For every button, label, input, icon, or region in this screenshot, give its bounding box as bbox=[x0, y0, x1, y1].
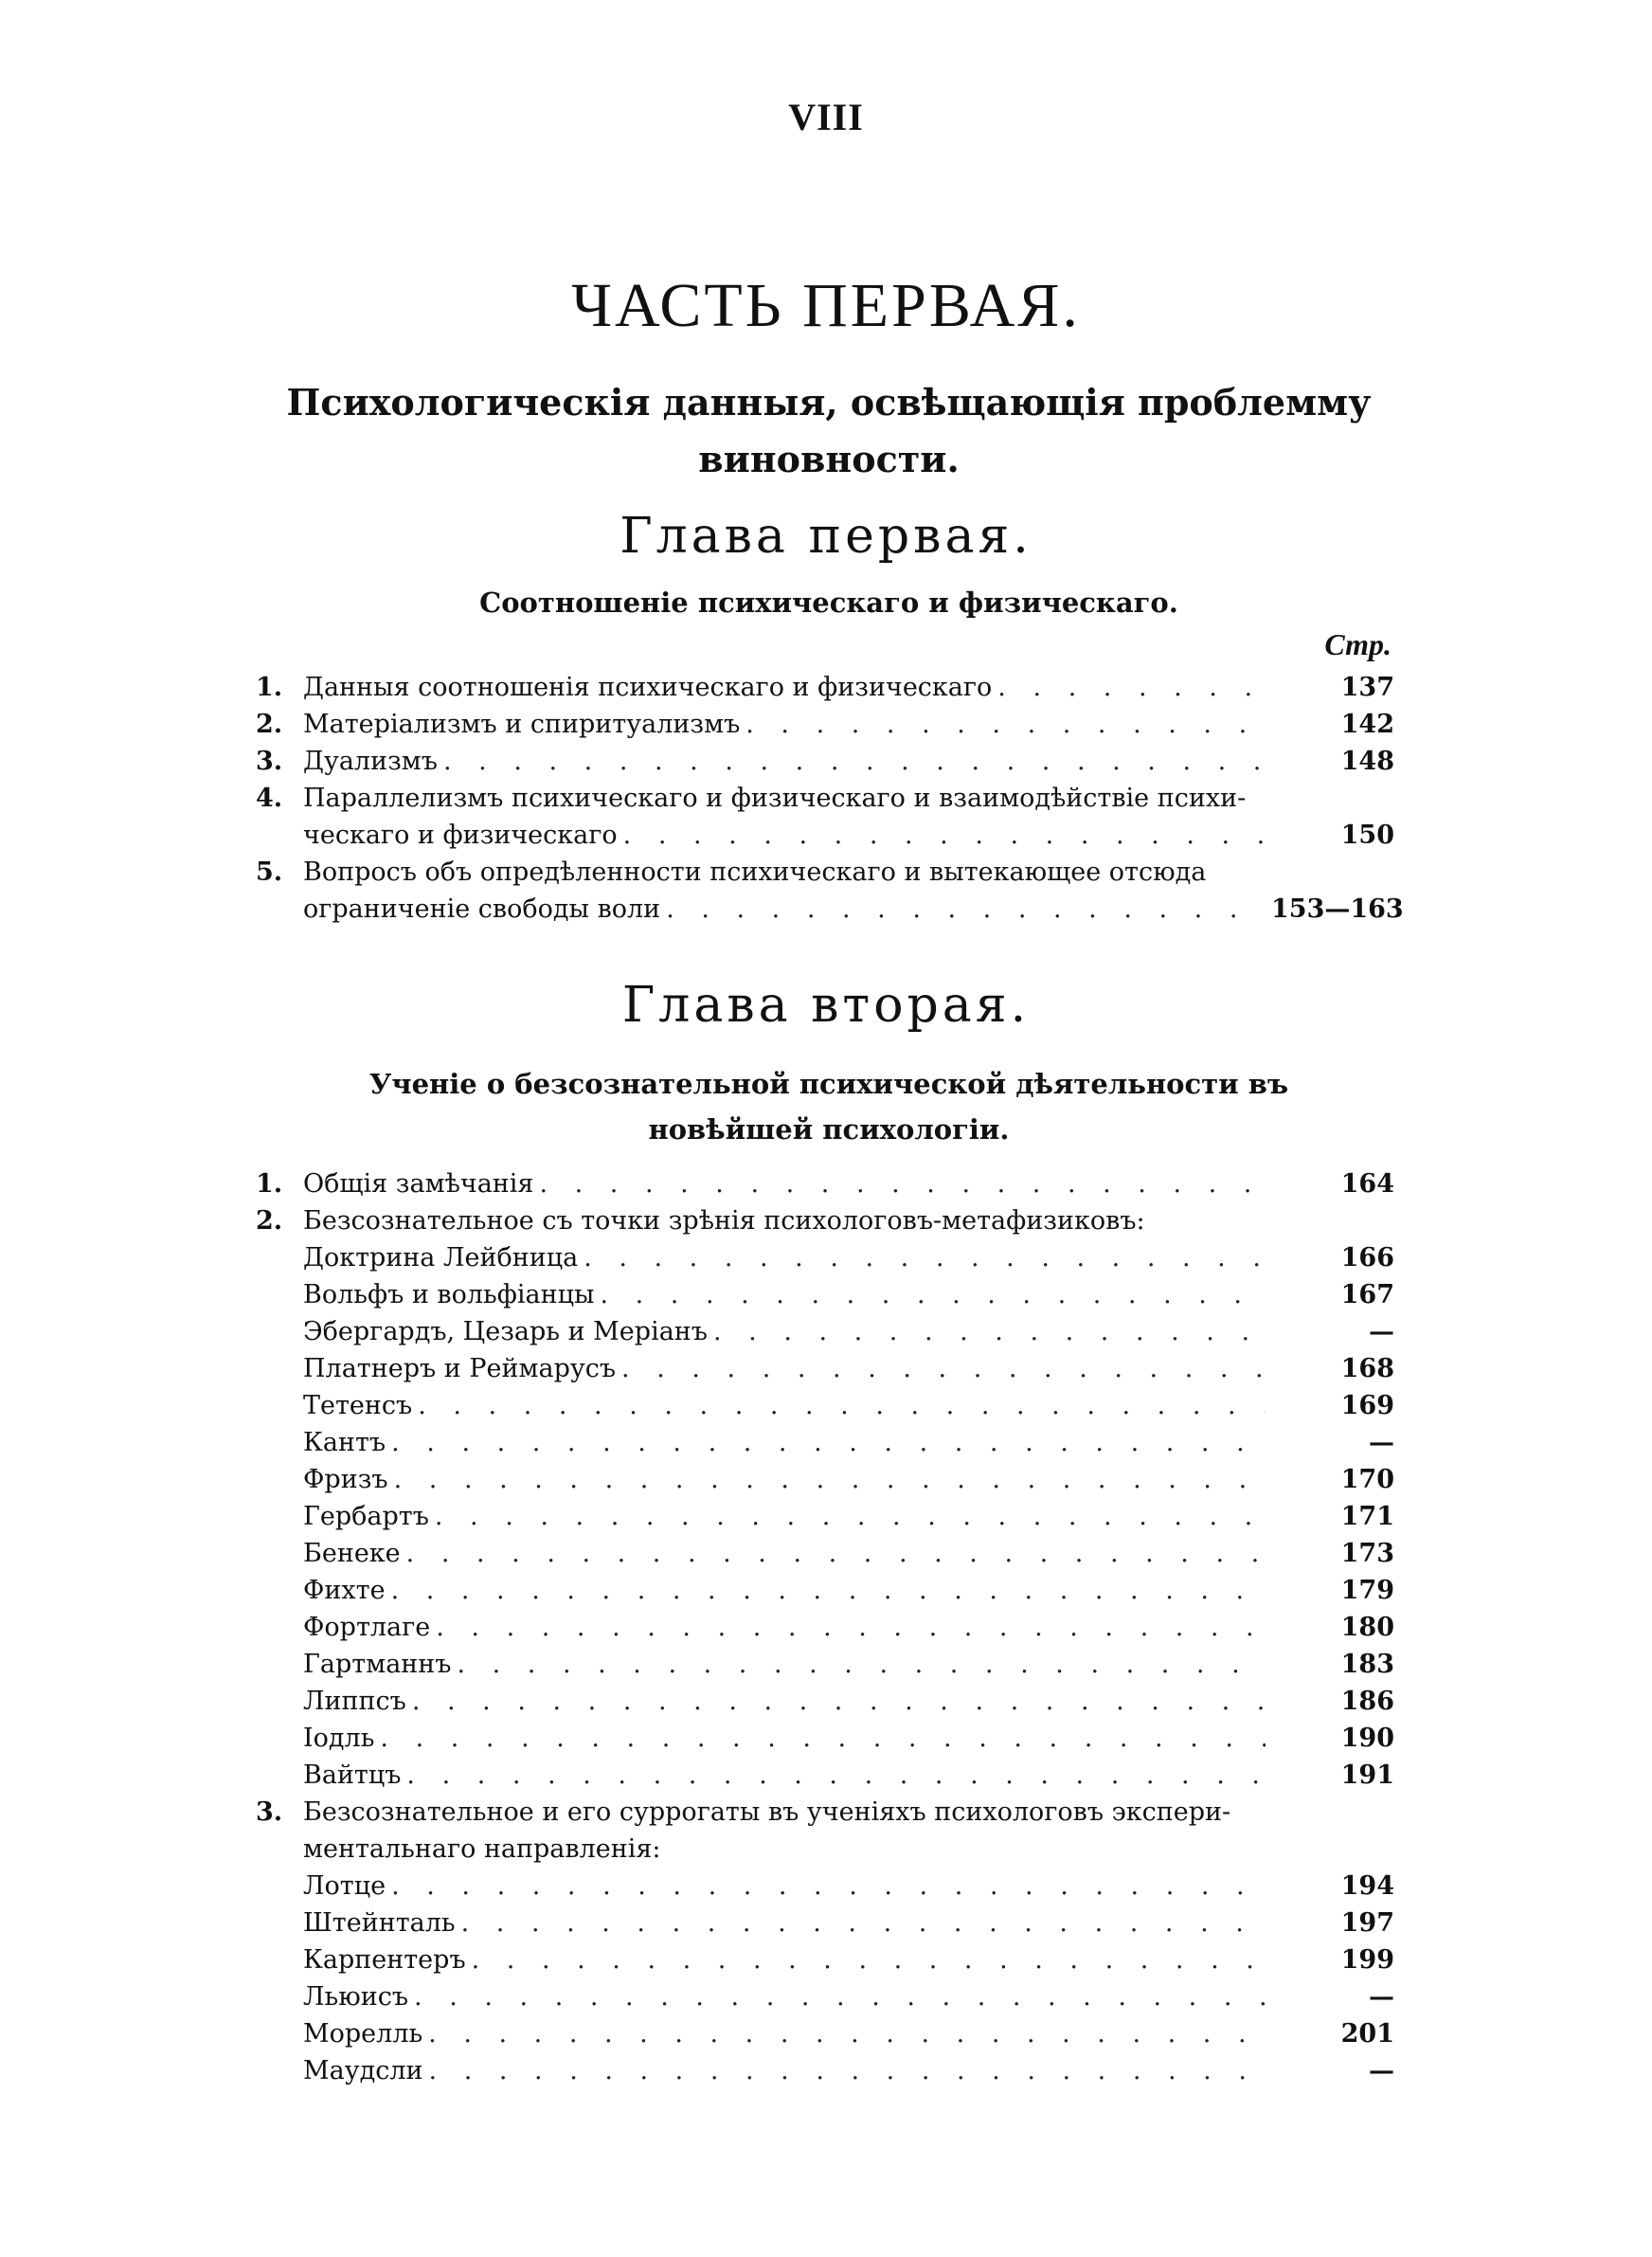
toc-entry bbox=[256, 1424, 1394, 1461]
toc-entry-title: Липпсъ bbox=[303, 1687, 406, 1716]
toc-entry bbox=[256, 1239, 1394, 1276]
toc-entry-page: 191 bbox=[1340, 1760, 1394, 1790]
toc-entry bbox=[256, 669, 1394, 706]
page-column-label: Стр. bbox=[1324, 627, 1392, 661]
dot-leader bbox=[406, 1757, 1266, 1794]
toc-entry bbox=[256, 1165, 1394, 1202]
toc-entry-number: 3. bbox=[256, 747, 283, 776]
chapter-1-toc bbox=[256, 669, 1404, 928]
dot-leader bbox=[443, 743, 1266, 780]
toc-entry-page: 169 bbox=[1340, 1391, 1394, 1420]
toc-entry bbox=[256, 1461, 1394, 1498]
toc-entry bbox=[256, 1683, 1394, 1720]
chapter-2-toc bbox=[256, 1165, 1394, 2089]
toc-entry bbox=[256, 1609, 1394, 1646]
chapter-2-title: Глава вторая. bbox=[621, 977, 1031, 1034]
dot-leader bbox=[539, 1165, 1266, 1202]
toc-entry-number: 1. bbox=[256, 673, 283, 702]
toc-entry-title: Гартманнъ bbox=[303, 1650, 452, 1679]
toc-entry-title: Платнеръ и Реймарусъ bbox=[303, 1354, 617, 1383]
page-number: VIII bbox=[788, 96, 864, 138]
toc-entry-title: Фихте bbox=[303, 1576, 386, 1605]
toc-entry bbox=[256, 1831, 1394, 1868]
toc-entry bbox=[256, 1941, 1394, 1978]
toc-entry-page: 164 bbox=[1340, 1169, 1394, 1199]
dot-leader bbox=[406, 1535, 1266, 1572]
toc-entry-title: Фортлаге bbox=[303, 1613, 431, 1642]
toc-entry-page: 183 bbox=[1340, 1650, 1394, 1679]
toc-entry-title: Бенеке bbox=[303, 1539, 401, 1568]
toc-entry-page: 148 bbox=[1340, 747, 1394, 776]
toc-entry-title: Доктрина Лейбница bbox=[303, 1243, 579, 1273]
toc-entry bbox=[256, 1387, 1394, 1424]
dot-leader bbox=[414, 1978, 1266, 2015]
dot-leader bbox=[429, 2052, 1266, 2089]
toc-entry bbox=[256, 1572, 1394, 1609]
dot-leader bbox=[391, 1868, 1266, 1905]
dot-leader bbox=[461, 1905, 1266, 1941]
toc-entry-page: 142 bbox=[1340, 710, 1394, 739]
toc-entry-title: Лотце bbox=[303, 1871, 386, 1901]
toc-entry bbox=[256, 2052, 1394, 2089]
toc-entry bbox=[256, 780, 1394, 817]
toc-entry-title: Іодль bbox=[303, 1724, 375, 1753]
toc-entry-title-line-1: Параллелизмъ психическаго и физическаго и взаимодѣйствіе психи- bbox=[303, 784, 1247, 813]
toc-entry-page: 137 bbox=[1340, 673, 1394, 702]
toc-entry bbox=[256, 743, 1394, 780]
dot-leader bbox=[472, 1941, 1266, 1978]
toc-entry-page: 170 bbox=[1340, 1465, 1394, 1494]
toc-entry-title: Льюисъ bbox=[303, 1982, 409, 2012]
toc-entry-page: — bbox=[1369, 1317, 1394, 1346]
dot-leader bbox=[745, 706, 1266, 743]
toc-entry-title: Общія замѣчанія bbox=[303, 1169, 534, 1199]
toc-entry bbox=[256, 1535, 1394, 1572]
dot-leader bbox=[457, 1646, 1266, 1683]
toc-entry bbox=[256, 1276, 1394, 1313]
toc-entry-page: 197 bbox=[1340, 1908, 1394, 1938]
toc-entry bbox=[256, 854, 1394, 891]
toc-entry-title: ментальнаго направленія: bbox=[303, 1834, 661, 1864]
toc-entry-title: Безсознательное и его суррогаты въ ученіяхъ психологовъ экспери- bbox=[303, 1797, 1231, 1827]
toc-entry bbox=[256, 1868, 1394, 1905]
toc-entry-page: — bbox=[1369, 1982, 1394, 2012]
toc-entry bbox=[256, 706, 1394, 743]
toc-entry-number: 2. bbox=[256, 710, 283, 739]
toc-entry-title: Тетенсъ bbox=[303, 1391, 413, 1420]
toc-entry-number: 1. bbox=[256, 1169, 283, 1199]
toc-entry-title: Гербартъ bbox=[303, 1502, 429, 1531]
toc-entry-number: 3. bbox=[256, 1797, 283, 1827]
toc-entry-title-line-2: ограниченіе свободы воли bbox=[303, 894, 661, 924]
dot-leader bbox=[621, 1350, 1266, 1387]
toc-entry bbox=[256, 1978, 1394, 2015]
toc-entry-page: — bbox=[1369, 2056, 1394, 2085]
toc-entry-title-line-2: ческаго и физическаго bbox=[303, 821, 618, 850]
toc-entry-page: 194 bbox=[1340, 1871, 1394, 1901]
dot-leader bbox=[584, 1239, 1266, 1276]
toc-entry-page: 190 bbox=[1340, 1724, 1394, 1753]
toc-entry-continuation bbox=[256, 891, 1404, 928]
toc-entry-page: 180 bbox=[1340, 1613, 1394, 1642]
dot-leader bbox=[380, 1720, 1266, 1757]
toc-entry-title: Данныя соотношенія психическаго и физическаго bbox=[303, 673, 993, 702]
toc-entry-title-line-1: Вопросъ объ опредѣленности психическаго и вытекающее отсюда bbox=[303, 858, 1207, 887]
toc-entry bbox=[256, 1202, 1394, 1239]
toc-entry-title: Фризъ bbox=[303, 1465, 388, 1494]
toc-entry-page: 168 bbox=[1340, 1354, 1394, 1383]
toc-entry-title: Безсознательное съ точки зрѣнія психологовъ-метафизиковъ: bbox=[303, 1206, 1145, 1236]
toc-entry-page: 166 bbox=[1340, 1243, 1394, 1273]
toc-entry-title: Вайтцъ bbox=[303, 1760, 402, 1790]
toc-entry-title: Вольфъ и вольфіанцы bbox=[303, 1280, 595, 1309]
toc-entry-title: Дуализмъ bbox=[303, 747, 438, 776]
dot-leader bbox=[418, 1387, 1266, 1424]
toc-entry-page: 179 bbox=[1340, 1576, 1394, 1605]
dot-leader bbox=[436, 1609, 1266, 1646]
toc-entry-title: Эбергардъ, Цезарь и Меріанъ bbox=[303, 1317, 708, 1346]
dot-leader bbox=[391, 1424, 1266, 1461]
toc-entry bbox=[256, 1646, 1394, 1683]
dot-leader bbox=[997, 669, 1266, 706]
toc-entry-page: — bbox=[1369, 1428, 1394, 1457]
part-title: ЧАСТЬ ПЕРВАЯ. bbox=[571, 271, 1081, 340]
chapter-2-subtitle: Ученіе о безсознательной психической дѣятельности въ новѣйшей психологіи. bbox=[368, 1068, 1289, 1146]
toc-entry-continuation bbox=[256, 817, 1394, 854]
toc-entry-page: 173 bbox=[1340, 1539, 1394, 1568]
dot-leader bbox=[600, 1276, 1266, 1313]
toc-entry-page: 153—163 bbox=[1271, 894, 1404, 924]
toc-entry bbox=[256, 1757, 1394, 1794]
dot-leader bbox=[666, 891, 1266, 928]
toc-entry bbox=[256, 1498, 1394, 1535]
toc-entry bbox=[256, 1794, 1394, 1831]
dot-leader bbox=[435, 1498, 1266, 1535]
toc-entry-number: 4. bbox=[256, 784, 283, 813]
toc-entry-title: Матеріализмъ и спиритуализмъ bbox=[303, 710, 741, 739]
toc-entry-title: Маудсли bbox=[303, 2056, 423, 2085]
dot-leader bbox=[623, 817, 1266, 854]
toc-entry-number: 5. bbox=[256, 858, 283, 887]
dot-leader bbox=[391, 1572, 1266, 1609]
toc-entry-page: 171 bbox=[1340, 1502, 1394, 1531]
toc-entry-page: 167 bbox=[1340, 1280, 1394, 1309]
toc-entry bbox=[256, 1905, 1394, 1941]
part-subtitle: Психологическія данныя, освѣщающія проблемму виновности. bbox=[286, 381, 1372, 480]
toc-entry-title: Кантъ bbox=[303, 1428, 386, 1457]
toc-entry-title: Морелль bbox=[303, 2019, 423, 2049]
toc-entry bbox=[256, 1720, 1394, 1757]
toc-entry-page: 150 bbox=[1340, 821, 1394, 850]
toc-entry-title: Штейнталь bbox=[303, 1908, 456, 1938]
dot-leader bbox=[428, 2015, 1266, 2052]
toc-entry bbox=[256, 1313, 1394, 1350]
dot-leader bbox=[394, 1461, 1266, 1498]
toc-entry bbox=[256, 2015, 1394, 2052]
dot-leader bbox=[412, 1683, 1266, 1720]
toc-entry-page: 186 bbox=[1340, 1687, 1394, 1716]
toc-entry-number: 2. bbox=[256, 1206, 283, 1236]
dot-leader bbox=[713, 1313, 1266, 1350]
toc-entry bbox=[256, 1350, 1394, 1387]
toc-entry-page: 199 bbox=[1340, 1945, 1394, 1975]
toc-entry-title: Карпентеръ bbox=[303, 1945, 466, 1975]
chapter-1-subtitle: Соотношеніе психическаго и физическаго. bbox=[479, 587, 1178, 619]
chapter-1-title: Глава первая. bbox=[620, 508, 1032, 565]
toc-entry-page: 201 bbox=[1340, 2019, 1394, 2049]
